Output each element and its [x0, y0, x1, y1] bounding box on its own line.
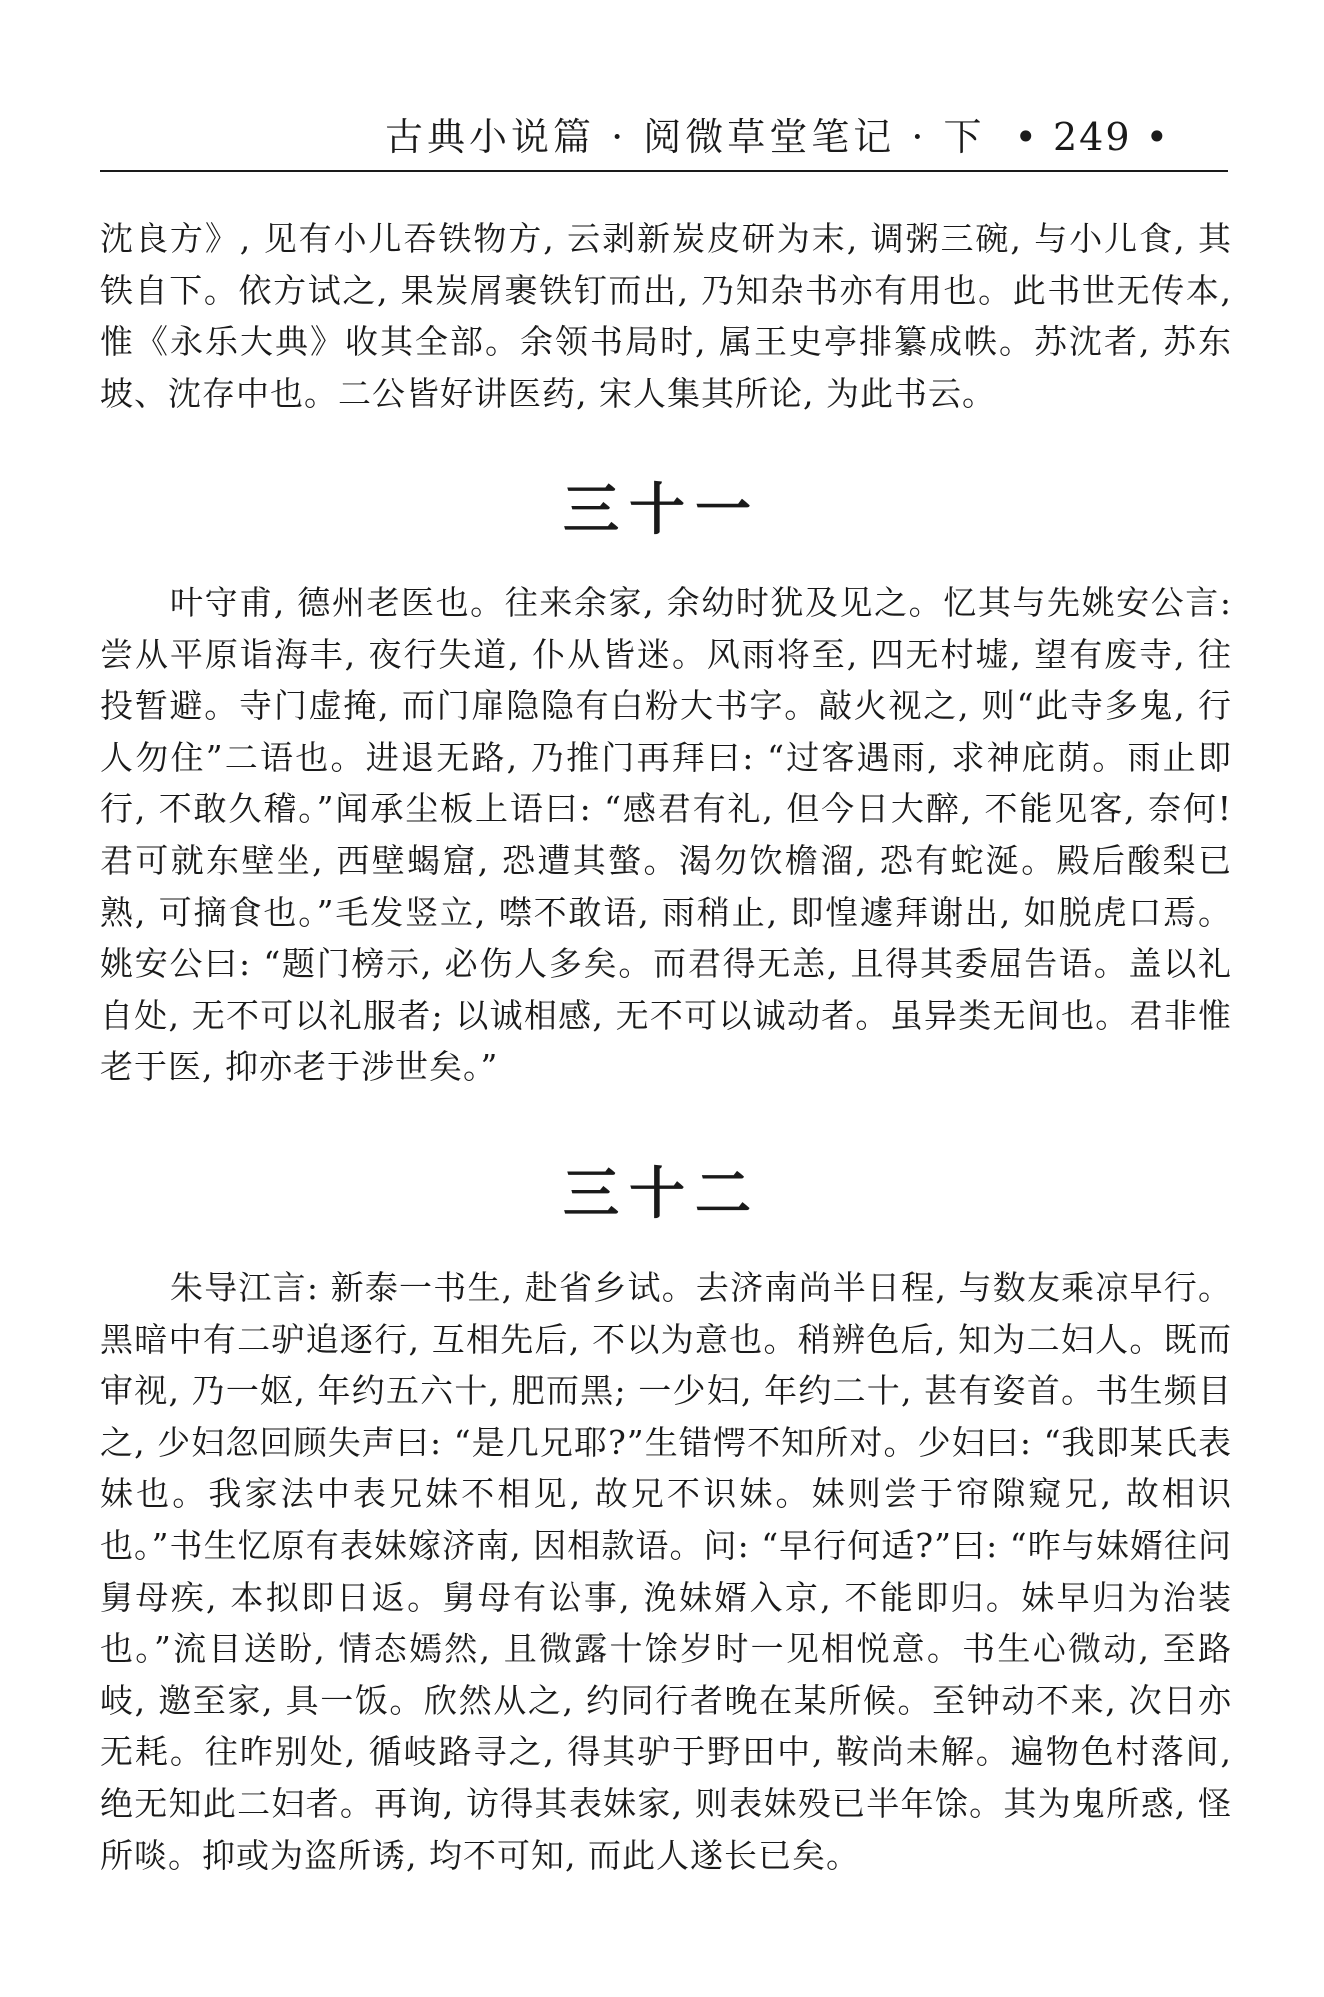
section-32-paragraph: 朱导江言: 新泰一书生, 赴省乡试。去济南尚半日程, 与数友乘凉早行。黑暗中有二驴追逐行, 互相先后, 不以为意也。稍辨色后, 知为二妇人。既而审视, 乃一妪, 年约五六十, 肥而黑; 一少妇, 年约二十, 甚有姿首。书生频目之, 少妇忽回顾失声曰: “是几兄耶?”生错愕不知所对。少妇曰: “我即某氏表妹也。我家法中表兄妹不相见, 故兄不识妹。妹则尝于帘隙窥兄, 故相识也。”书生忆原有表妹嫁济南, 因相款语。问: “早行何适?”曰: “昨与妹婿往问舅母疾, 本拟即日返。舅母有讼事, 浼妹婿入京, 不能即归。妹早归为治装也。”流目送盼, 情态嫣然, 且微露十馀岁时一见相悦意。书生心微动, 至路岐, 邀至家, 具一饭。欣然从之, 约同行者晚在某所候。至钟动不来, 次日亦无耗。往昨别处, 循岐路寻之, 得其驴于野田中, 鞍尚未解。遍物色村落间, 绝无知此二妇者。再询, 访得其表妹家, 则表妹殁已半年馀。其为鬼所惑, 怪所啖。抑或为盗所诱, 均不可知, 而此人遂长已矣。 [100, 1268, 1232, 1875]
running-head-title: 古典小说篇 · 阅微草堂笔记 · 下 [385, 115, 986, 159]
section-31-title: 三十一 [563, 478, 761, 543]
header-rule [100, 170, 1228, 172]
section-31-paragraph: 叶守甫, 德州老医也。往来余家, 余幼时犹及见之。忆其与先姚安公言: 尝从平原诣海丰, 夜行失道, 仆从皆迷。风雨将至, 四无村墟, 望有废寺, 往投暂避。寺门虚掩, 而门扉隐隐有白粉大书字。敲火视之, 则“此寺多鬼, 行人勿住”二语也。进退无路, 乃推门再拜曰: “过客遇雨, 求神庇荫。雨止即行, 不敢久稽。”闻承尘板上语曰: “感君有礼, 但今日大醉, 不能见客, 奈何! 君可就东壁坐, 西壁蝎窟, 恐遭其螫。渴勿饮檐溜, 恐有蛇涎。殿后酸梨已熟, 可摘食也。”毛发竖立, 噤不敢语, 雨稍止, 即惶遽拜谢出, 如脱虎口焉。姚安公曰: “题门榜示, 必伤人多矣。而君得无恙, 且得其委屈告语。盖以礼自处, 无不可以礼服者; 以诚相感, 无不可以诚动者。虽异类无间也。君非惟老于医, 抑亦老于涉世矣。” [100, 583, 1232, 1087]
section-32-title: 三十二 [563, 1162, 761, 1227]
page-number: • 249 • [1014, 115, 1170, 159]
continued-paragraph: 沈良方》, 见有小儿吞铁物方, 云剥新炭皮研为末, 调粥三碗, 与小儿食, 其铁自下。依方试之, 果炭屑裹铁钉而出, 乃知杂书亦有用也。此书世无传本, 惟《永乐大典》收其全部。余领书局时, 属王史亭排纂成帙。苏沈者, 苏东坡、沈存中也。二公皆好讲医药, 宋人集其所论, 为此书云。 [100, 219, 1232, 413]
page-header [100, 112, 1228, 170]
